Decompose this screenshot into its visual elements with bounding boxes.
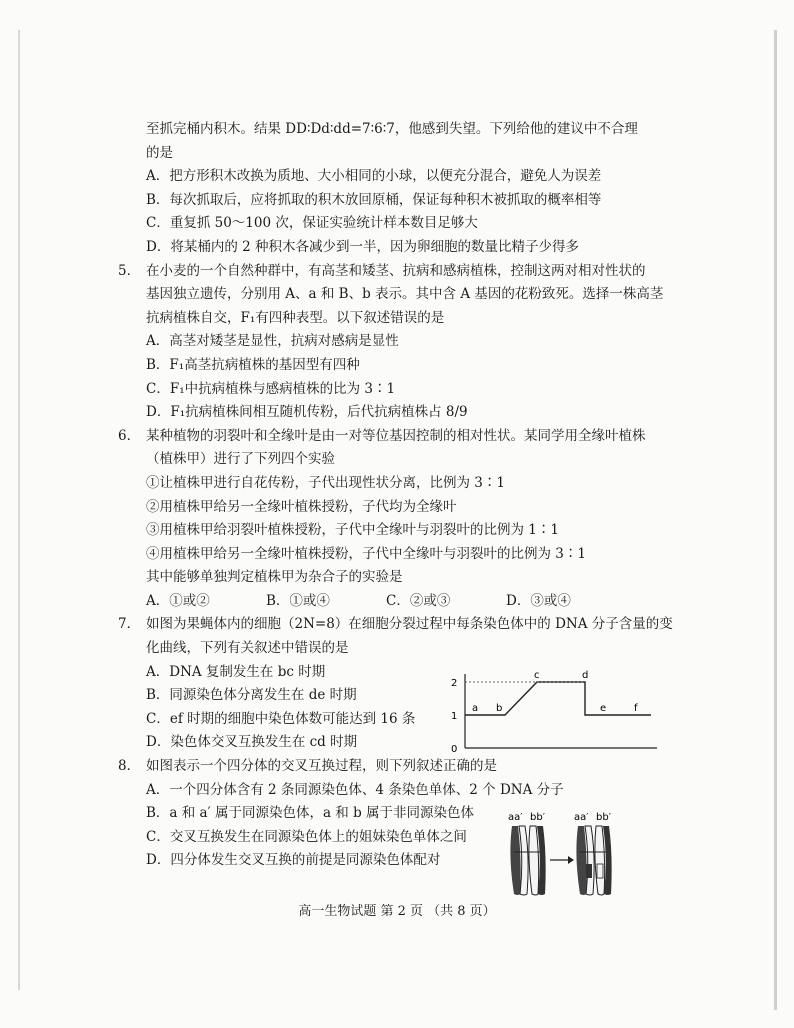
q7-option-c: C．ef 时期的细胞中染色体数可能达到 16 条 bbox=[146, 710, 416, 727]
dna-content-line bbox=[465, 682, 651, 715]
point-label-b: b bbox=[496, 703, 503, 714]
q6-experiment-3: ③用植株甲给羽裂叶植株授粉，子代中全缘叶与羽裂叶的比例为 1∶1 bbox=[146, 522, 559, 539]
figure-label-bb-left: bb′ bbox=[530, 812, 545, 823]
q7-option-a: A．DNA 复制发生在 bc 时期 bbox=[146, 663, 326, 680]
page-footer: 高一生物试题 第 2 页 （共 8 页） bbox=[298, 904, 496, 919]
q8-option-d: D．四分体发生交叉互换的前提是同源染色体配对 bbox=[146, 852, 441, 869]
point-label-d: d bbox=[582, 670, 589, 681]
q4-option-d: D．将某桶内的 2 种积木各减少到一半，因为卵细胞的数量比精子少得多 bbox=[146, 238, 579, 255]
q5-stem-line: 5． 在小麦的一个自然种群中，有高茎和矮茎、抗病和感病植株，控制这两对相对性状的 bbox=[118, 260, 678, 284]
q8-number: 8． bbox=[118, 758, 141, 775]
q7-stem-line: 7． 如图为果蝇体内的细胞（2N=8）在细胞分裂过程中每条染色体中的 DNA 分子含量的变 bbox=[118, 613, 678, 637]
q6-experiment-1: ①让植株甲进行自花传粉，子代出现性状分离，比例为 3∶1 bbox=[146, 474, 505, 491]
q4-option-b: B．每次抓取后，应将抓取的积木放回原桶，保证每种积木被抓取的概率相等 bbox=[146, 191, 602, 208]
q6-option-c: C．②或③ bbox=[386, 592, 451, 609]
q8-stem-line: 8． 如图表示一个四分体的交叉互换过程，则下列叙述正确的是 bbox=[118, 755, 678, 779]
q5-option-c: C．F₁中抗病植株与感病植株的比为 3∶1 bbox=[146, 380, 396, 397]
figure-label-bb-right: bb′ bbox=[596, 812, 611, 823]
q6-option-b: B．①或④ bbox=[266, 592, 330, 609]
point-label-c: c bbox=[534, 670, 540, 681]
left-tetrad-icon bbox=[510, 826, 545, 895]
q5-stem-line: 抗病植株自交，F₁有四种表型。以下叙述错误的是 bbox=[146, 309, 445, 326]
q5-number: 5． bbox=[118, 262, 141, 279]
q7-number: 7． bbox=[118, 616, 141, 633]
q7-stem-line: 化曲线，下列有关叙述中错误的是 bbox=[146, 640, 349, 657]
q6-experiment-2: ②用植株甲给另一全缘叶植株授粉，子代均为全缘叶 bbox=[146, 498, 457, 515]
q5-option-d: D．F₁抗病植株间相互随机传粉，后代抗病植株占 8/9 bbox=[146, 404, 468, 421]
q6-option-a: A．①或② bbox=[146, 592, 210, 609]
q6-question: 其中能够单独判定植株甲为杂合子的实验是 bbox=[146, 569, 403, 586]
page-left-edge bbox=[18, 30, 20, 990]
figure-label-aa-left: aa′ bbox=[508, 812, 523, 823]
q5-stem-line: 基因独立遗传，分别用 A、a 和 B、b 表示。其中含 A 基因的花粉致死。选择一株高茎 bbox=[146, 286, 664, 303]
q8-option-a: A．一个四分体含有 2 条同源染色体、4 条染色单体、2 个 DNA 分子 bbox=[146, 781, 564, 798]
dna-content-chart bbox=[445, 668, 665, 768]
q8-option-c: C．交叉互换发生在同源染色体上的姐妹染色单体之间 bbox=[146, 828, 467, 845]
right-tetrad-icon bbox=[576, 826, 611, 895]
point-label-f: f bbox=[634, 703, 638, 714]
y-tick-label: 1 bbox=[451, 711, 458, 722]
y-tick-label: 2 bbox=[451, 678, 458, 689]
point-label-e: e bbox=[600, 703, 607, 714]
q6-number: 6． bbox=[118, 427, 141, 444]
q4-stem-line: 的是 bbox=[146, 144, 173, 161]
q5-option-b: B．F₁高茎抗病植株的基因型有四种 bbox=[146, 356, 360, 373]
q6-option-d: D．③或④ bbox=[506, 592, 571, 609]
q4-option-a: A．把方形积木改换为质地、大小相同的小球，以便充分混合，避免人为误差 bbox=[146, 168, 602, 185]
q7-option-d: D．染色体交叉互换发生在 cd 时期 bbox=[146, 734, 358, 751]
point-label-a: a bbox=[472, 703, 479, 714]
tetrad-crossover-figure bbox=[500, 808, 630, 900]
q4-stem-line: 至抓完桶内积木。结果 DD∶Dd∶dd=7∶6∶7，他感到失望。下列给他的建议中不合理 bbox=[146, 121, 638, 137]
page-right-edge bbox=[774, 30, 777, 1010]
q7-option-b: B．同源染色体分离发生在 de 时期 bbox=[146, 687, 357, 704]
y-tick-label: 0 bbox=[451, 744, 458, 755]
q6-stem-line: （植株甲）进行了下列四个实验 bbox=[146, 451, 335, 468]
q6-stem-line: 6． 某种植物的羽裂叶和全缘叶是由一对等位基因控制的相对性状。某同学用全缘叶植株 bbox=[118, 425, 678, 449]
figure-label-aa-right: aa′ bbox=[574, 812, 589, 823]
arrow-icon bbox=[550, 856, 574, 864]
q6-options bbox=[118, 590, 678, 614]
q4-option-c: C．重复抓 50～100 次，保证实验统计样本数目足够大 bbox=[146, 215, 478, 232]
q5-option-a: A．高茎对矮茎是显性，抗病对感病是显性 bbox=[146, 333, 399, 350]
q6-experiment-4: ④用植株甲给另一全缘叶植株授粉，子代中全缘叶与羽裂叶的比例为 3∶1 bbox=[146, 545, 586, 562]
q8-option-b: B．a 和 a′ 属于同源染色体，a 和 b 属于非同源染色体 bbox=[146, 805, 475, 822]
